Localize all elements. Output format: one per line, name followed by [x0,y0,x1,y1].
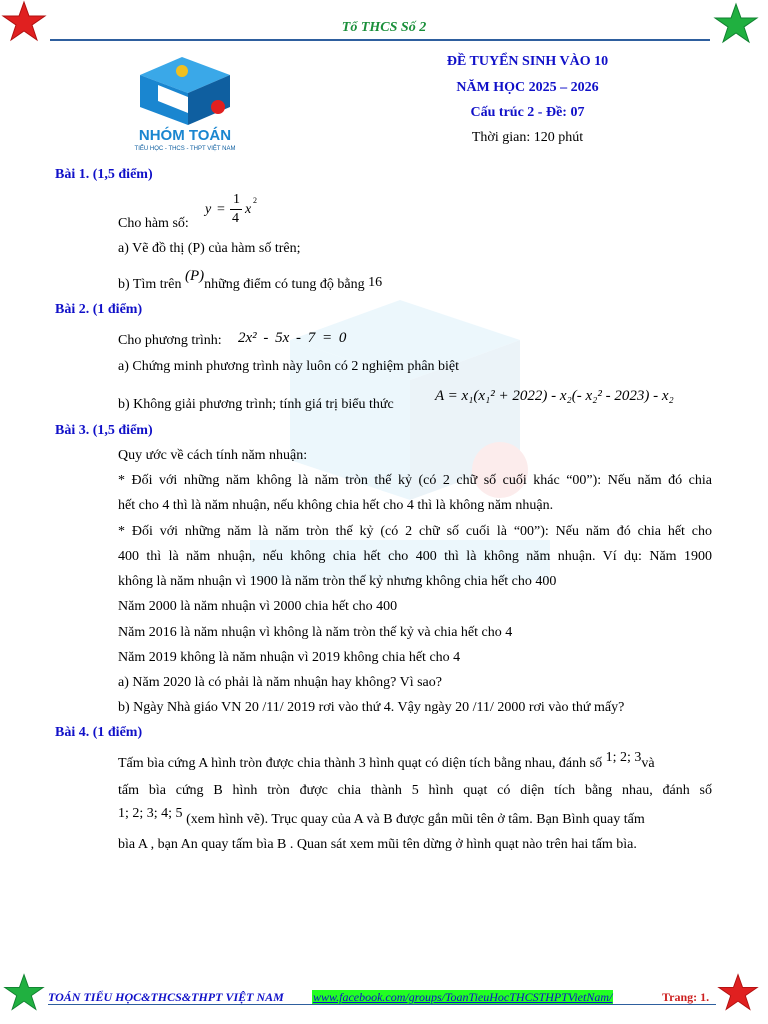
bai3-rule2-line2: 400 thì là năm nhuận, nếu không chia hết cho 400 thì là không năm nhuận. Ví dụ: Năm 1900 [118,549,712,564]
bai1-part-a: a) Vẽ đồ thị (P) của hàm số trên; [118,241,301,256]
bai1-heading: Bài 1. (1,5 điểm) [55,167,153,182]
bai1-b-mid: những điểm có tung độ bằng [204,277,365,292]
bai4-line3-text: (xem hình vẽ). Trục quay của A và B được gắn mũi tên ở tâm. Bạn Bình quay tấm [186,812,645,827]
bai4-line1 [118,750,655,772]
bai4-line1-numbers: 1; 2; 3 [605,750,642,765]
bai3-rule2-line3: không là năm nhuận vì 1900 là năm tròn thế kỷ nhưng không chia hết cho 400 [118,574,557,589]
bai3-part-b: b) Ngày Nhà giáo VN 20 /11/ 2019 rơi vào thứ 4. Vậy ngày 20 /11/ 2000 rơi vào thứ mấy? [118,700,625,715]
fn-exp: 2 [253,196,257,205]
bai4-line4: bìa A , bạn An quay tấm bìa B . Quan sát xem mũi tên dừng ở hình quạt nào trên hai tấm bìa. [118,837,637,852]
fn-num: 1 [233,192,240,207]
header-title: Tổ THCS Số 2 [341,20,427,35]
footer-facebook-link[interactable]: www.facebook.com/groups/ToanTieuHocTHCSTHPTVietNam/ [313,990,613,1004]
bai4-line3 [118,806,645,828]
logo [120,55,250,160]
bai1-intro: Cho hàm số: [118,216,189,231]
bai2-part-a: a) Chứng minh phương trình này luôn có 2 nghiệm phân biệt [118,359,460,374]
bai4-line3-numbers: 1; 2; 3; 4; 5 [118,806,183,821]
star-icon-bottom-right [716,972,760,1012]
bai1-b-value: 16 [368,275,383,290]
fn-den: 4 [232,211,239,226]
bai2-part-b: b) Không giải phương trình; tính giá trị biểu thức [118,397,394,412]
bai1-b-pre: b) Tìm trên [118,277,182,292]
fn-y: y [205,202,212,217]
bai4-line2: tấm bìa cứng B hình tròn được chia thành 5 hình quạt có diện tích bằng nhau, đánh số [118,783,712,798]
bai4-line1-and: và [641,756,655,771]
bai2-expression: A = x₁(x₁² + 2022) - x₂(- x₂² - 2023) - x₂ [435,388,674,404]
bai3-part-a: a) Năm 2020 là có phải là năm nhuận hay không? Vì sao? [118,675,442,690]
star-icon-bottom-left [2,972,46,1012]
footer-divider [48,1004,716,1005]
footer-page-number: Trang: 1. [662,990,710,1004]
bai4-line1-text: Tấm bìa cứng A hình tròn được chia thành 3 hình quạt có diện tích bằng nhau, đánh số [118,756,603,771]
bai4-heading: Bài 4. (1 điểm) [55,725,143,740]
exam-title: ĐỀ TUYỂN SINH VÀO 10 [446,54,609,69]
bai3-rule1-line1: * Đối với những năm không là năm tròn thế kỷ (có 2 chữ số cuối khác “00”): Nếu năm đó chia [118,473,712,488]
exam-time: Thời gian: 120 phút [471,130,584,145]
bai2-equation: 2x² - 5x - 7 = 0 [238,330,347,346]
bai3-rule2-line1: * Đối với những năm là năm tròn thế kỷ (có 2 chữ số cuối là “00”): Nếu năm đó chia hết cho [118,524,712,539]
bai3-example-2019: Năm 2019 không là năm nhuận vì 2019 không chia hết cho 4 [118,650,461,665]
footer-org: TOÁN TIỂU HỌC&THCS&THPT VIỆT NAM [48,990,284,1004]
logo-tagline: TIỂU HỌC - THCS - THPT VIỆT NAM [134,146,236,152]
bai2-intro: Cho phương trình: [118,333,222,348]
bai3-example-2016: Năm 2016 là năm nhuận vì không là năm tròn thế kỷ và chia hết cho 4 [118,625,513,640]
bai2-heading: Bài 2. (1 điểm) [55,302,143,317]
exam-year: NĂM HỌC 2025 – 2026 [456,80,599,95]
bai3-heading: Bài 3. (1,5 điểm) [55,423,153,438]
bai1-part-b [118,268,383,293]
fn-x: x [245,202,252,217]
bai1-b-parabola: (P) [185,268,205,284]
fn-eq: = [217,202,225,217]
bai3-rule1-line2: hết cho 4 thì là năm nhuận, nếu không chia hết cho 4 thì là không năm nhuận. [118,498,554,513]
fn-bar [230,209,242,210]
header-divider [50,39,710,41]
logo-name: NHÓM TOÁN [138,127,232,144]
exam-structure: Cấu trúc 2 - Đề: 07 [470,105,585,120]
bai3-example-2000: Năm 2000 là năm nhuận vì 2000 chia hết cho 400 [118,599,398,614]
bai3-rule-title: Quy ước về cách tính năm nhuận: [118,448,308,463]
logo-graphic [120,55,250,130]
